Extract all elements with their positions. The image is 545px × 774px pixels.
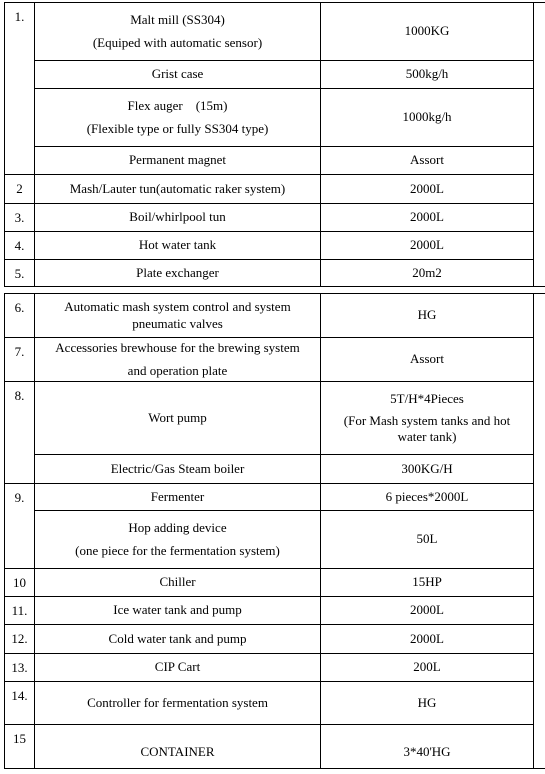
qty-cell: 2000L	[321, 204, 534, 232]
row-number: 5.	[5, 260, 35, 287]
table-row	[5, 625, 545, 654]
qty-cell: Assort	[321, 147, 534, 175]
table-row	[5, 61, 545, 89]
item-cell: Controller for fermentation system	[35, 682, 321, 725]
extra-column	[534, 294, 545, 769]
row-number: 1.	[5, 3, 35, 175]
row-number: 15	[5, 725, 35, 769]
row-number: 12.	[5, 625, 35, 654]
table-row	[5, 3, 545, 61]
table-row	[5, 455, 545, 484]
item-cell: Automatic mash system control and system pneumatic valves	[35, 294, 321, 338]
qty-cell: 6 pieces*2000L	[321, 484, 534, 511]
item-cell: Electric/Gas Steam boiler	[35, 455, 321, 484]
item-cell: Flex auger (15m) (Flexible type or fully SS304 type)	[35, 89, 321, 147]
table-row	[5, 232, 545, 260]
row-number: 2	[5, 175, 35, 204]
item-cell: Malt mill (SS304) (Equiped with automatic sensor)	[35, 3, 321, 61]
qty-cell: HG	[321, 294, 534, 338]
table-row	[5, 89, 545, 147]
qty-cell: 300KG/H	[321, 455, 534, 484]
item-cell: Mash/Lauter tun(automatic raker system)	[35, 175, 321, 204]
table-row	[5, 597, 545, 625]
table-row	[5, 382, 545, 455]
item-cell: Boil/whirlpool tun	[35, 204, 321, 232]
item-cell: Chiller	[35, 569, 321, 597]
row-number: 6.	[5, 294, 35, 338]
table-row	[5, 569, 545, 597]
row-number: 7.	[5, 338, 35, 382]
table-row	[5, 294, 545, 338]
item-cell: Grist case	[35, 61, 321, 89]
qty-cell: 15HP	[321, 569, 534, 597]
row-number: 10	[5, 569, 35, 597]
equipment-table-2	[4, 293, 545, 769]
qty-cell: 1000KG	[321, 3, 534, 61]
table-row	[5, 654, 545, 682]
qty-cell: 200L	[321, 654, 534, 682]
qty-cell: 1000kg/h	[321, 89, 534, 147]
item-cell: Ice water tank and pump	[35, 597, 321, 625]
table-row	[5, 204, 545, 232]
table-row	[5, 682, 545, 725]
row-number: 13.	[5, 654, 35, 682]
qty-cell: HG	[321, 682, 534, 725]
table-row	[5, 338, 545, 382]
item-cell: Permanent magnet	[35, 147, 321, 175]
row-number: 9.	[5, 484, 35, 569]
table-row	[5, 484, 545, 511]
item-cell: CONTAINER	[35, 725, 321, 769]
row-number: 8.	[5, 382, 35, 484]
table-row	[5, 175, 545, 204]
item-cell: Hop adding device (one piece for the fermentation system)	[35, 511, 321, 569]
item-cell: Wort pump	[35, 382, 321, 455]
row-number: 4.	[5, 232, 35, 260]
qty-cell: 5T/H*4Pieces (For Mash system tanks and hot water tank)	[321, 382, 534, 455]
table-row	[5, 260, 545, 287]
table-row	[5, 511, 545, 569]
qty-cell: 20m2	[321, 260, 534, 287]
item-cell: Accessories brewhouse for the brewing system and operation plate	[35, 338, 321, 382]
table-row	[5, 147, 545, 175]
qty-cell: 2000L	[321, 232, 534, 260]
item-cell: Hot water tank	[35, 232, 321, 260]
item-cell: Cold water tank and pump	[35, 625, 321, 654]
extra-column	[534, 3, 545, 287]
row-number: 11.	[5, 597, 35, 625]
item-cell: Fermenter	[35, 484, 321, 511]
item-cell: CIP Cart	[35, 654, 321, 682]
qty-cell: 500kg/h	[321, 61, 534, 89]
table-row	[5, 725, 545, 769]
qty-cell: 50L	[321, 511, 534, 569]
qty-cell: 2000L	[321, 175, 534, 204]
qty-cell: 2000L	[321, 597, 534, 625]
qty-cell: 2000L	[321, 625, 534, 654]
item-cell: Plate exchanger	[35, 260, 321, 287]
row-number: 3.	[5, 204, 35, 232]
qty-cell: Assort	[321, 338, 534, 382]
row-number: 14.	[5, 682, 35, 725]
equipment-table-1	[4, 2, 545, 287]
qty-cell: 3*40'HG	[321, 725, 534, 769]
